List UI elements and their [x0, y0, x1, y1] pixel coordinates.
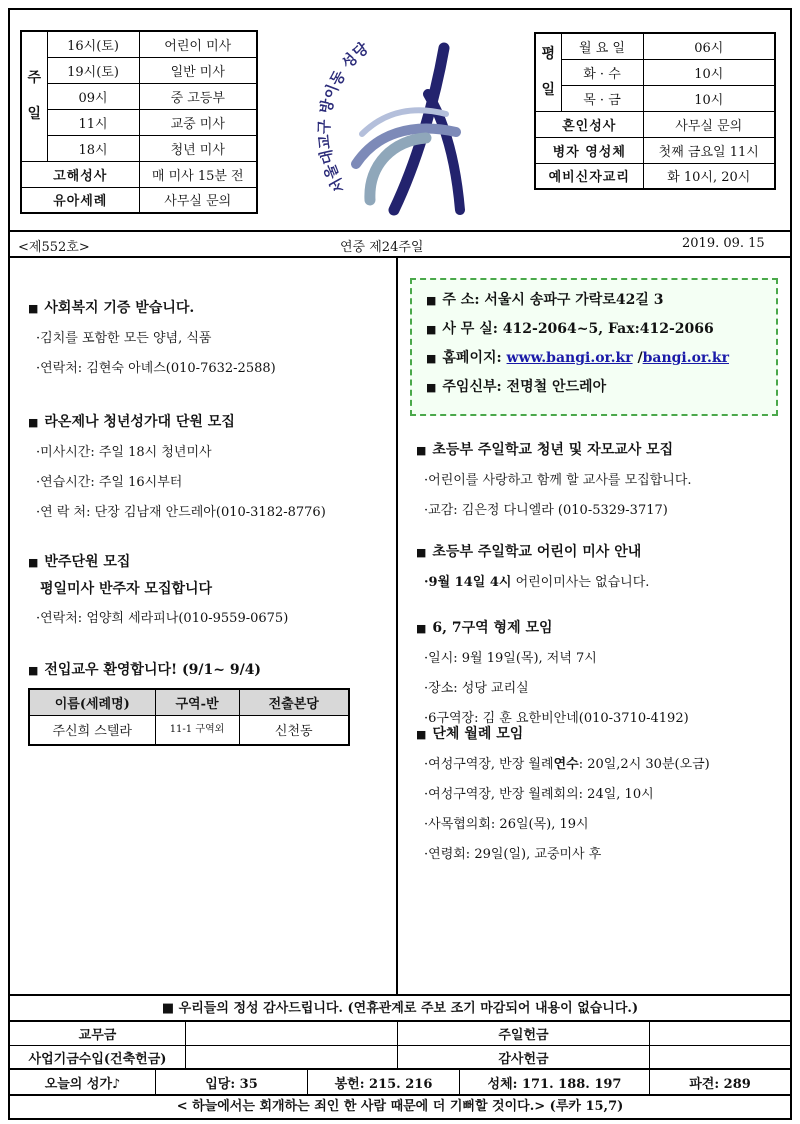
sunday-collection-label: 주일헌금: [398, 1022, 650, 1045]
catechumen-value: 화 10시, 20시: [643, 163, 775, 189]
office-row: ■ 사 무 실: 412-2064~5, Fax:412-2066: [426, 321, 714, 337]
building-fund-value: [186, 1046, 398, 1068]
welcome-name: 주신희 스텔라: [29, 715, 155, 745]
sunday-time-1: 19시(토): [47, 57, 139, 83]
childmass-section: [416, 542, 649, 593]
weekday-time-2: 10시: [643, 85, 775, 111]
welcome-header-name: 이름(세례명): [29, 689, 155, 715]
thanks-offering-label: 감사헌금: [398, 1046, 650, 1068]
issue-number: <제552호>: [18, 240, 90, 255]
recession-hymn: 파견: 289: [689, 1076, 751, 1092]
square-bullet-icon: ■: [416, 444, 427, 457]
sunday-mass-2: 중 고등부: [139, 83, 257, 109]
meeting-item: ·6구역장: 김 훈 요한비안네(010-3710-4192): [424, 711, 689, 726]
square-bullet-icon: ■: [28, 302, 39, 315]
left-column: [10, 258, 396, 994]
weekday-label: 평 일: [535, 33, 561, 111]
dues-label: 교무금: [10, 1022, 186, 1045]
monthly-item: ·여성구역장, 반장 월례연수: 20일,2시 30분(오금): [424, 757, 710, 772]
infant-baptism-value: 사무실 문의: [139, 187, 257, 213]
entrance-hymn: 입당: 35: [156, 1070, 308, 1094]
dues-value: [186, 1022, 398, 1045]
building-fund-label: 사업기금수입(건축헌금): [10, 1046, 186, 1068]
teachers-section: [416, 440, 692, 521]
marriage-label: 혼인성사: [535, 111, 643, 137]
issue-date: 2019. 09. 15: [682, 236, 765, 251]
catechumen-label: 예비신자교리: [535, 163, 643, 189]
accompanist-subtitle: 평일미사 반주자 모집합니다: [40, 581, 213, 597]
sunday-mass-1: 일반 미사: [139, 57, 257, 83]
teachers-item: ·어린이를 사랑하고 함께 할 교사를 모집합니다.: [424, 473, 692, 488]
welcome-header-from: 전출본당: [239, 689, 349, 715]
square-bullet-icon: ■: [28, 664, 39, 677]
welcome-section: [28, 660, 261, 681]
weekday-day-0: 월 요 일: [561, 33, 643, 59]
welcome-zone: 11-1 구역외: [155, 715, 239, 745]
offering-row-1: [10, 1022, 790, 1046]
priest-row: ■ 주임신부: 전명철 안드레아: [426, 379, 607, 395]
parish-logo: [306, 14, 496, 226]
meeting-title: 6, 7구역 형제 모임: [432, 620, 553, 636]
accompanist-item: ·연락처: 엄양희 세라피나(010-9559-0675): [36, 611, 289, 626]
square-bullet-icon: ■: [426, 323, 437, 336]
weekday-day-2: 목 · 금: [561, 85, 643, 111]
accompanist-section: [28, 552, 288, 629]
welcome-from: 신천동: [239, 715, 349, 745]
offertory-hymn: 봉헌: 215. 216: [308, 1070, 460, 1094]
logo-text: 서울대교구 방이동 성당: [314, 38, 372, 196]
hymn-label: 오늘의 성가♪: [10, 1070, 156, 1094]
meeting-item: ·장소: 성당 교리실: [424, 681, 529, 696]
square-bullet-icon: ■: [426, 352, 437, 365]
sunday-time-0: 16시(토): [47, 31, 139, 57]
weekday-time-0: 06시: [643, 33, 775, 59]
teachers-item: ·교감: 김은정 다니엘라 (010-5329-3717): [424, 503, 668, 518]
sunday-time-3: 11시: [47, 109, 139, 135]
monthly-item: ·사목협의회: 26일(목), 19시: [424, 817, 589, 832]
choir-title: 라온제나 청년성가대 단원 모집: [44, 414, 235, 430]
weekday-day-1: 화 · 수: [561, 59, 643, 85]
choir-item: ·연 락 처: 단장 김남재 안드레아(010-3182-8776): [36, 505, 326, 520]
hymn-row: [10, 1070, 790, 1096]
monthly-item: ·연령회: 29일(일), 교중미사 후: [424, 847, 602, 862]
sunday-time-4: 18시: [47, 135, 139, 161]
square-bullet-icon: ■: [28, 416, 39, 429]
choir-item: ·연습시간: 주일 16시부터: [36, 475, 183, 490]
offering-row-2: [10, 1046, 790, 1070]
childmass-title: 초등부 주일학교 어린이 미사 안내: [432, 544, 642, 560]
infant-baptism-label: 유아세례: [21, 187, 139, 213]
monthly-title: 단체 월례 모임: [432, 726, 524, 742]
weekday-time-1: 10시: [643, 59, 775, 85]
welcome-title: 전입교우 환영합니다! (9/1~ 9/4): [44, 662, 262, 678]
monthly-item: ·여성구역장, 반장 월례회의: 24일, 10시: [424, 787, 654, 802]
right-column: [398, 258, 790, 994]
homepage-link[interactable]: www.bangi.or.kr: [506, 350, 633, 366]
meeting-section: [416, 618, 689, 729]
communion-hymn: 성체: 171. 188. 197: [460, 1070, 650, 1094]
square-bullet-icon: ■: [416, 622, 427, 635]
address-box: [410, 278, 778, 416]
issue-bar: [10, 232, 790, 258]
childmass-item: ·9월 14일 4시 어린이미사는 없습니다.: [424, 575, 650, 590]
choir-item: ·미사시간: 주일 18시 청년미사: [36, 445, 212, 460]
welcome-table: [28, 688, 350, 746]
sick-communion-label: 병자 영성체: [535, 137, 643, 163]
footer: [10, 994, 790, 1118]
confession-label: 고해성사: [21, 161, 139, 187]
sick-communion-value: 첫째 금요일 11시: [643, 137, 775, 163]
sunday-mass-0: 어린이 미사: [139, 31, 257, 57]
monthly-section: [416, 724, 710, 865]
meeting-item: ·일시: 9월 19일(목), 저녁 7시: [424, 651, 597, 666]
welcome-header-zone: 구역-반: [155, 689, 239, 715]
scripture-verse: < 하늘에서는 회개하는 죄인 한 사람 때문에 더 기뻐할 것이다.> (루카 15,7): [176, 1099, 624, 1114]
sunday-time-2: 09시: [47, 83, 139, 109]
square-bullet-icon: ■: [426, 381, 437, 394]
accompanist-title: 반주단원 모집: [44, 554, 131, 570]
choir-section: [28, 412, 326, 523]
confession-value: 매 미사 15분 전: [139, 161, 257, 187]
address-row: ■ 주 소: 서울시 송파구 가락로42길 3: [426, 292, 664, 308]
homepage-row: ■ 홈페이지: www.bangi.or.kr /bangi.or.kr: [426, 350, 729, 366]
sunday-mass-3: 교중 미사: [139, 109, 257, 135]
homepage-link-short[interactable]: bangi.or.kr: [642, 350, 729, 366]
square-bullet-icon: ■: [28, 556, 39, 569]
sunday-schedule-table: [20, 30, 258, 214]
issue-week: 연중 제24주일: [340, 240, 424, 255]
bulletin-page: [8, 8, 792, 1120]
thanks-line: ■ 우리들의 정성 감사드립니다. (연휴관계로 주보 조기 마감되어 내용이 없습니다.): [10, 996, 790, 1022]
teachers-title: 초등부 주일학교 청년 및 자모교사 모집: [432, 442, 674, 458]
sunday-label: 주 일: [21, 31, 47, 161]
square-bullet-icon: ■: [416, 728, 427, 741]
square-bullet-icon: ■: [426, 294, 437, 307]
square-bullet-icon: ■: [416, 546, 427, 559]
weekday-schedule-table: [534, 32, 776, 190]
welfare-item: ·김치를 포함한 모든 양념, 식품: [36, 331, 212, 346]
sunday-mass-4: 청년 미사: [139, 135, 257, 161]
marriage-value: 사무실 문의: [643, 111, 775, 137]
welfare-section: [28, 298, 276, 379]
svg-text:서울대교구 방이동 성당: [315, 39, 372, 196]
header: [10, 10, 790, 232]
welfare-item: ·연락처: 김현숙 아녜스(010-7632-2588): [36, 361, 276, 376]
welfare-title: 사회복지 기증 받습니다.: [44, 300, 195, 316]
